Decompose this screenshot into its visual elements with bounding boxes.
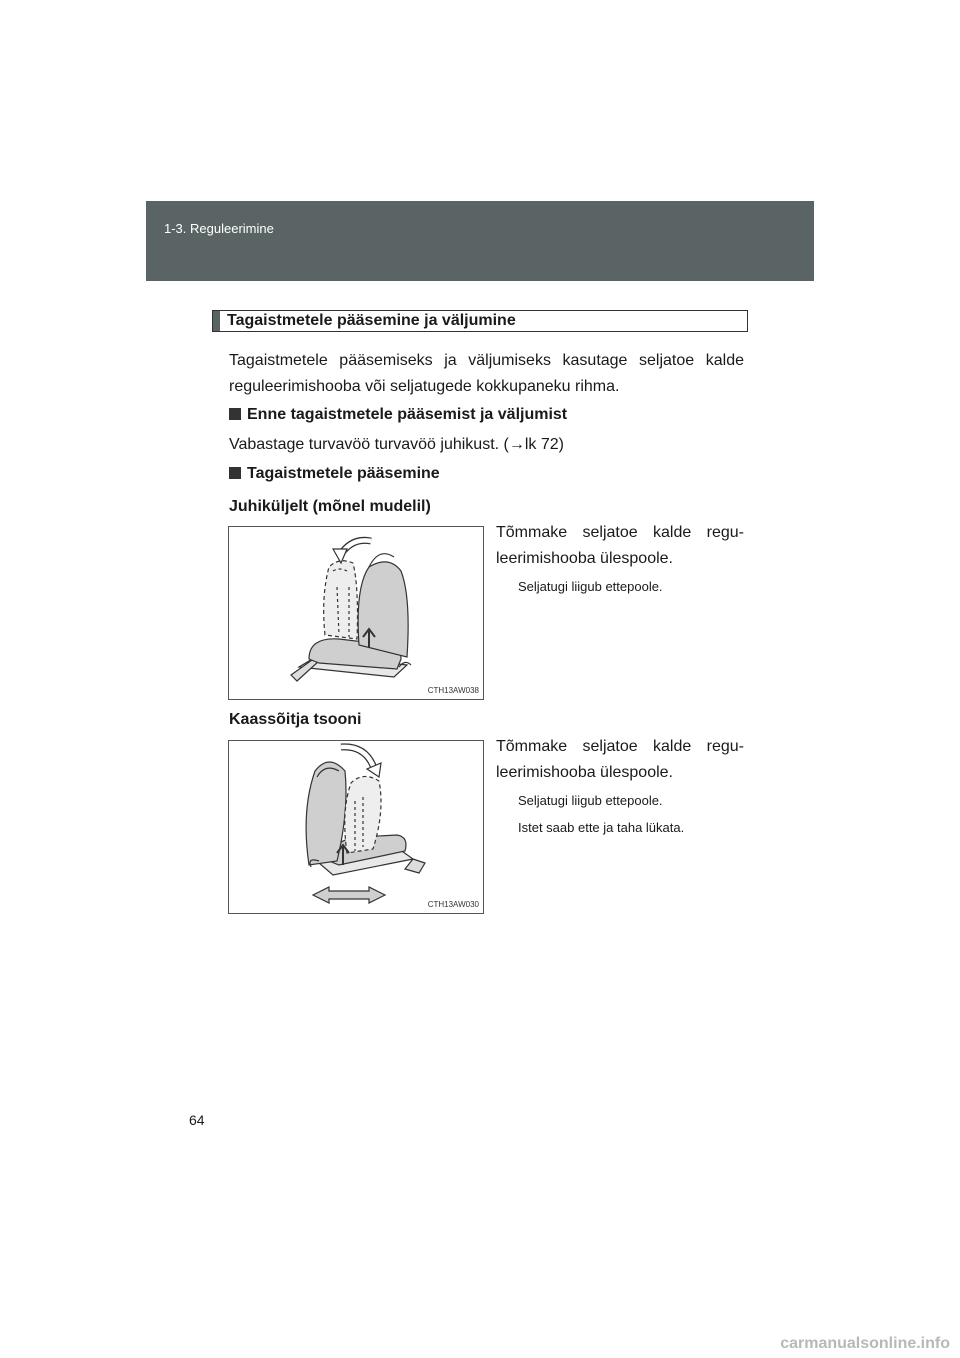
section-title-bar [212,310,748,332]
bullet-square-icon [229,408,241,420]
driver-instruction: Tõmmake seljatoe kalde regu- leerimishooba ülespoole. [496,524,744,567]
page-number: 64 [189,1112,205,1128]
figure-code: CTH13AW030 [427,900,479,909]
passenger-note-2: Istet saab ette ja taha lükata. [518,820,685,835]
seat-illustration-icon [229,527,485,701]
passenger-note-1: Seljatugi liigub ettepoole. [518,793,663,808]
driver-seat-figure [228,526,484,700]
watermark: carmanualsonline.info [780,1335,950,1352]
driver-note: Seljatugi liigub ettepoole. [518,579,663,594]
passenger-seat-figure [228,740,484,914]
passenger-side-label: Kaassõitja tsooni [229,711,362,728]
entering-heading: Tagaistmetele pääsemine [229,465,440,483]
seat-illustration-icon [229,741,485,915]
driver-side-label: Juhiküljelt (mõnel mudelil) [229,498,431,515]
intro-paragraph: Tagaistmetele pääsemiseks ja väljumiseks kasutage seljatoe kalde reguleerimishooba või seljatugede kokkupaneku rihma. [229,352,744,395]
before-heading: Enne tagaistmetele pääsemist ja väljumist [229,406,567,424]
passenger-instruction: Tõmmake seljatoe kalde regu- leerimishooba ülespoole. [496,738,744,781]
section-title: Tagaistmetele pääsemine ja väljumine [227,312,516,329]
before-text: Vabastage turvavöö turvavöö juhikust. (→lk 72) [229,436,564,453]
title-accent [213,311,220,331]
bullet-square-icon [229,467,241,479]
chapter-header-band [146,201,814,281]
section-label: 1-3. Reguleerimine [164,221,274,236]
figure-code: CTH13AW038 [427,686,479,695]
